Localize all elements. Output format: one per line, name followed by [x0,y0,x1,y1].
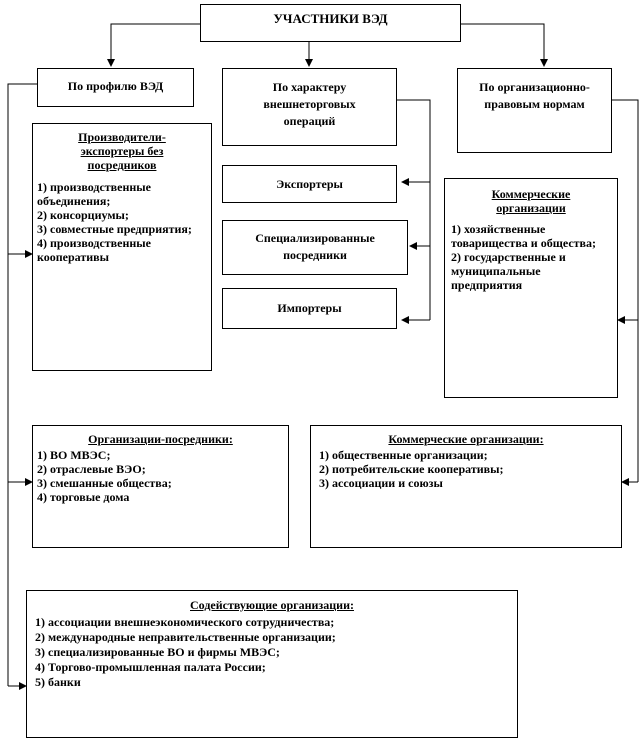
producers-item: 4) производственные кооперативы [37,236,151,264]
producers-item: 2) консорциумы; [37,208,129,222]
category-legal-box [457,68,612,153]
noncommercial-orgs-list [319,448,617,490]
category-legal-label: По организационно-правовым нормам [479,80,590,111]
commercial-orgs-item: 1) хозяйственные товарищества и общества; [451,222,597,250]
producers-item: 1) производственные объединения; [37,180,151,208]
commercial-orgs-title: Коммерческие организации [491,187,571,215]
specialized-intermediaries-box [222,220,408,275]
intermediaries-item: 1) ВО МВЭС; [37,448,111,462]
assisting-orgs-item: 1) ассоциации внешнеэкономического сотрудничества; [35,615,335,629]
commercial-orgs-list [451,222,613,292]
intermediaries-list [37,448,284,504]
producers-box [32,123,212,371]
intermediaries-title: Организации-посредники: [88,432,233,446]
noncommercial-orgs-box [310,425,622,548]
exporters-box [222,165,397,203]
assisting-orgs-item: 2) международные неправительственные организации; [35,630,336,644]
intermediaries-item: 4) торговые дома [37,490,130,504]
intermediaries-box [32,425,289,548]
intermediaries-item: 2) отраслевые ВЭО; [37,462,146,476]
exporters-label: Экспортеры [276,177,343,191]
root-box [200,4,461,42]
intermediaries-item: 3) смешанные общества; [37,476,172,490]
noncommercial-orgs-item: 2) потребительские кооперативы; [319,462,504,476]
importers-box [222,288,397,329]
assisting-orgs-item: 3) специализированные ВО и фирмы МВЭС; [35,645,280,659]
specialized-intermediaries-label: Специализированные посредники [255,231,375,262]
importers-label: Импортеры [277,301,342,315]
producers-list [37,180,207,264]
producers-title: Производители-экспортеры без посредников [78,130,166,172]
noncommercial-orgs-title: Коммерческие организации: [388,432,544,446]
assisting-orgs-title: Содействующие организации: [190,598,354,612]
category-profile-label: По профилю ВЭД [67,79,164,93]
producers-item: 3) совместные предприятия; [37,222,192,236]
commercial-orgs-box [444,178,618,398]
category-profile-box [37,68,194,107]
commercial-orgs-item: 2) государственные и муниципальные предприятия [451,250,566,292]
noncommercial-orgs-item: 1) общественные организации; [319,448,488,462]
assisting-orgs-box [26,590,518,738]
category-character-label: По характеру внешнеторговых операций [263,80,356,128]
root-title: УЧАСТНИКИ ВЭД [273,11,388,26]
assisting-orgs-item: 4) Торгово-промышленная палата России; [35,660,266,674]
assisting-orgs-item: 5) банки [35,675,81,689]
assisting-orgs-list [35,615,513,690]
category-character-box [222,68,397,146]
noncommercial-orgs-item: 3) ассоциации и союзы [319,476,443,490]
